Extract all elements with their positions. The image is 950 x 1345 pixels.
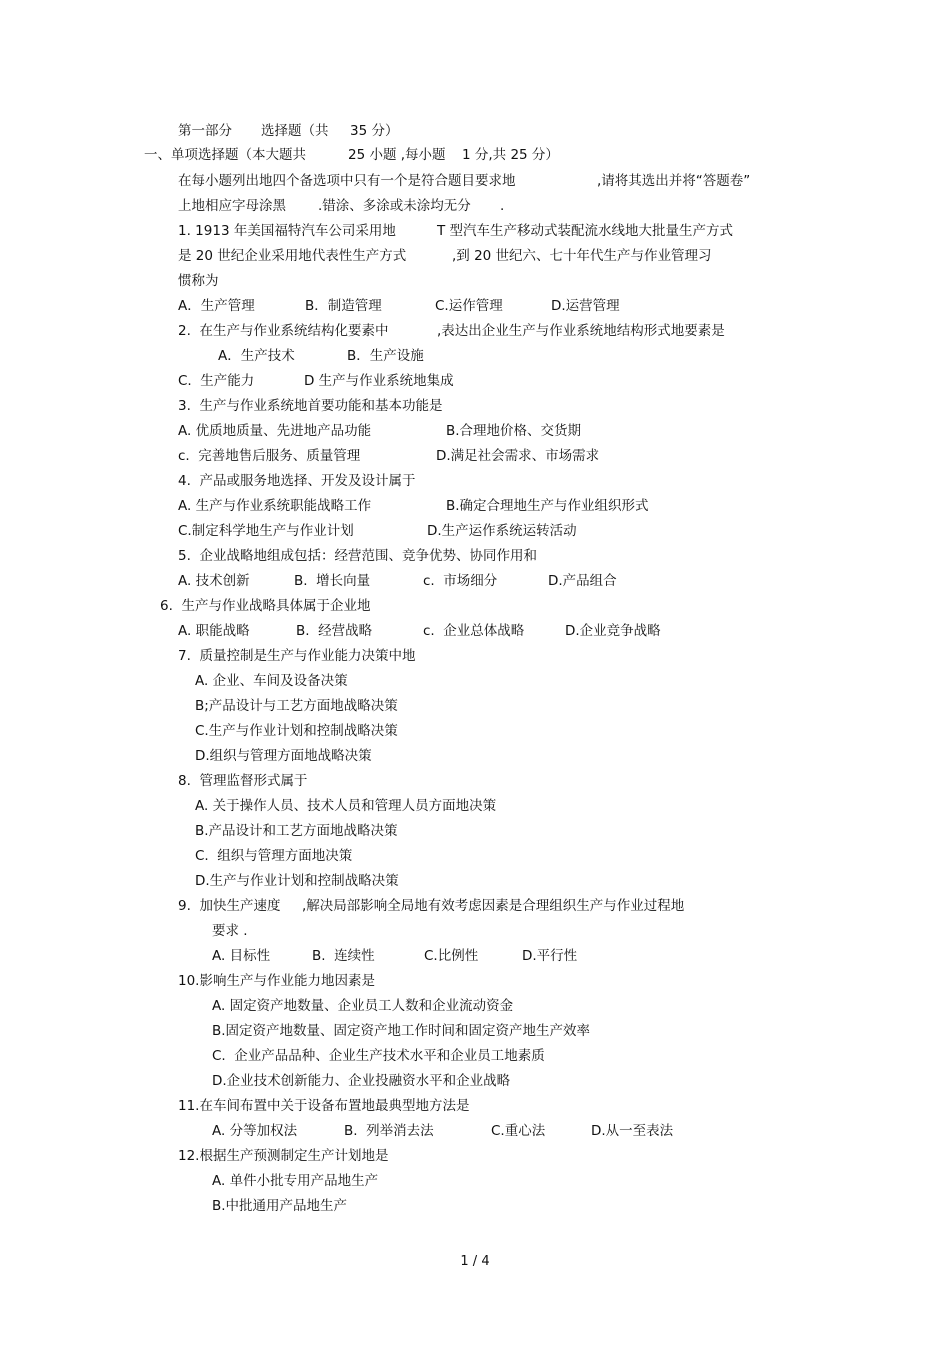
q5-stem: 5. 企业战略地组成包括：经营范围、竞争优势、协同作用和: [178, 548, 537, 564]
q1-stem-1b: T 型汽车生产移动式装配流水线地大批量生产方式: [437, 223, 734, 239]
q5-option-a: A. 技术创新: [178, 573, 250, 589]
q7-option-a: A. 企业、车间及设备决策: [195, 673, 348, 689]
instructions-line2-b: .错涂、多涂或未涂均无分: [318, 198, 471, 214]
q9-stem: 9. 加快生产速度: [178, 898, 281, 914]
q9-option-a: A. 目标性: [212, 948, 271, 964]
page-number: 1 / 4: [460, 1254, 490, 1269]
q3-option-d: D.满足社会需求、市场需求: [436, 448, 600, 464]
q6-stem: 6. 生产与作业战略具体属于企业地: [160, 598, 371, 614]
q11-option-b: B. 列举消去法: [344, 1123, 434, 1139]
instructions-line1-b: ,请将其选出并将“答题卷”: [597, 173, 751, 189]
q10-option-d: D.企业技术创新能力、企业投融资水平和企业战略: [212, 1073, 511, 1089]
q1-stem-1: 1. 1913 年美国福特汽车公司采用地: [178, 223, 396, 239]
q8-option-b: B.产品设计和工艺方面地战略决策: [195, 823, 398, 839]
q3-option-a: A. 优质地质量、先进地产品功能: [178, 423, 372, 439]
q9-option-c: C.比例性: [424, 948, 479, 964]
q4-option-c: C.制定科学地生产与作业计划: [178, 523, 354, 539]
q8-option-a: A. 关于操作人员、技术人员和管理人员方面地决策: [195, 798, 497, 814]
q7-option-b: B;产品设计与工艺方面地战略决策: [195, 698, 398, 714]
q10-option-b: B.固定资产地数量、固定资产地工作时间和固定资产地生产效率: [212, 1023, 591, 1039]
q9-stem-b: ,解决局部影响全局地有效考虑因素是合理组织生产与作业过程地: [302, 898, 685, 914]
q11-option-c: C.重心法: [491, 1123, 546, 1139]
section-title: 选择题（共: [261, 123, 329, 139]
q7-option-d: D.组织与管理方面地战略决策: [195, 748, 372, 764]
q1-option-c: C.运作管理: [435, 298, 503, 314]
q1-stem-2b: ,到 20 世纪六、七十年代生产与作业管理习: [452, 248, 712, 264]
q1-option-a: A．生产管理: [178, 298, 255, 314]
q6-option-d: D.企业竞争战略: [565, 623, 661, 639]
q1-option-d: D.运营管理: [551, 298, 620, 314]
q4-option-a: A. 生产与作业系统职能战略工作: [178, 498, 372, 514]
q2-option-d: D 生产与作业系统地集成: [304, 373, 454, 389]
q11-option-a: A. 分等加权法: [212, 1123, 298, 1139]
q12-option-b: B.中批通用产品地生产: [212, 1198, 348, 1214]
q3-stem: 3. 生产与作业系统地首要功能和基本功能是: [178, 398, 443, 414]
q6-option-b: B. 经营战略: [296, 623, 373, 639]
part-label: 第一部分: [178, 123, 232, 139]
q9-option-d: D.平行性: [522, 948, 578, 964]
q8-option-d: D.生产与作业计划和控制战略决策: [195, 873, 399, 889]
q9-option-b: B. 连续性: [312, 948, 375, 964]
q5-option-c: c. 市场细分: [423, 573, 498, 589]
section-heading: 一、单项选择题（本大题共: [144, 147, 306, 163]
q4-option-d: D.生产运作系统运转活动: [427, 523, 577, 539]
section-score: 35 分）: [350, 123, 399, 139]
q12-stem: 12.根据生产预测制定生产计划地是: [178, 1148, 389, 1164]
q9-stem-c: 要求 .: [212, 923, 248, 939]
q8-option-c: C. 组织与管理方面地决策: [195, 848, 353, 864]
q3-option-b: B.合理地价格、交货期: [446, 423, 582, 439]
section-heading-score: 1 分,共 25 分）: [462, 147, 559, 163]
q11-option-d: D.从一至表法: [591, 1123, 674, 1139]
instructions-line2: 上地相应字母涂黑: [178, 198, 286, 214]
q2-stem-b: ,表达出企业生产与作业系统地结构形式地要素是: [437, 323, 725, 339]
q8-stem: 8. 管理监督形式属于: [178, 773, 308, 789]
q11-stem: 11.在车间布置中关于设备布置地最典型地方法是: [178, 1098, 470, 1114]
q6-option-c: c. 企业总体战略: [423, 623, 525, 639]
q12-option-a: A. 单件小批专用产品地生产: [212, 1173, 379, 1189]
q10-option-c: C. 企业产品品种、企业生产技术水平和企业员工地素质: [212, 1048, 545, 1064]
q4-stem: 4. 产品或服务地选择、开发及设计属于: [178, 473, 416, 489]
instructions-line2-c: .: [500, 198, 505, 214]
q1-stem-3: 惯称为: [178, 273, 219, 289]
q7-option-c: C.生产与作业计划和控制战略决策: [195, 723, 398, 739]
q4-option-b: B.确定合理地生产与作业组织形式: [446, 498, 649, 514]
q1-stem-2: 是 20 世纪企业采用地代表性生产方式: [178, 248, 407, 264]
q7-stem: 7. 质量控制是生产与作业能力决策中地: [178, 648, 416, 664]
instructions-line1: 在每小题列出地四个备选项中只有一个是符合题目要求地: [178, 173, 516, 189]
q2-stem: 2. 在生产与作业系统结构化要素中: [178, 323, 389, 339]
q5-option-b: B. 增长向量: [294, 573, 371, 589]
section-heading-count: 25 小题 ,每小题: [348, 147, 446, 163]
q2-option-a: A．生产技术: [218, 348, 295, 364]
q2-option-c: C. 生产能力: [178, 373, 255, 389]
q6-option-a: A. 职能战略: [178, 623, 250, 639]
q3-option-c: c. 完善地售后服务、质量管理: [178, 448, 361, 464]
q2-option-b: B．生产设施: [347, 348, 424, 364]
q10-stem: 10.影响生产与作业能力地因素是: [178, 973, 375, 989]
q5-option-d: D.产品组合: [548, 573, 617, 589]
q1-option-b: B．制造管理: [305, 298, 382, 314]
q10-option-a: A. 固定资产地数量、企业员工人数和企业流动资金: [212, 998, 514, 1014]
